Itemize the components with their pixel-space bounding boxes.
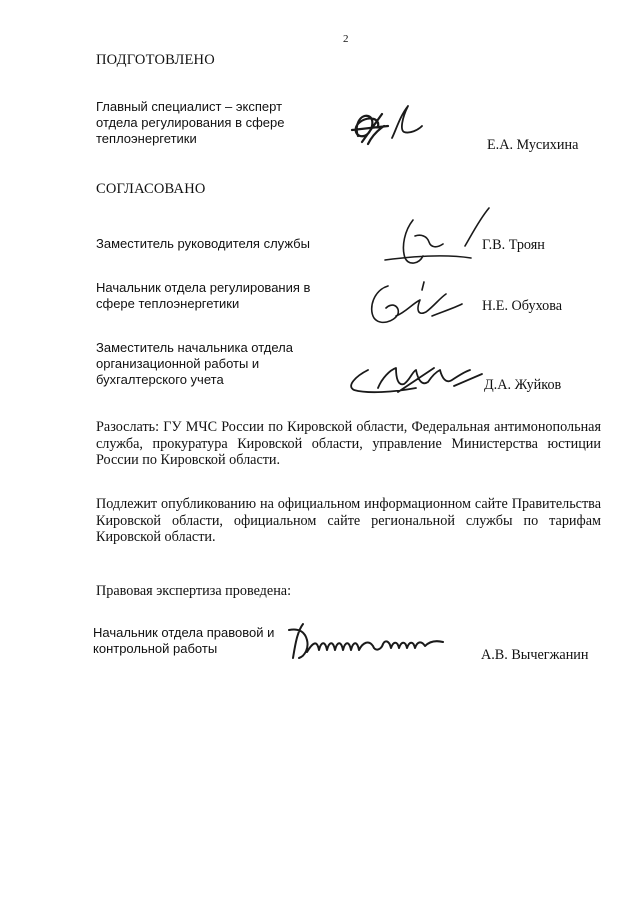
agreed-position-2: Начальник отдела регулирования в сфере теплоэнергетики bbox=[96, 280, 311, 311]
legal-review-heading: Правовая экспертиза проведена: bbox=[96, 583, 292, 599]
signature-zhuykov bbox=[338, 358, 488, 403]
agreed-name-1: Г.В. Троян bbox=[482, 237, 545, 253]
page-number: 2 bbox=[343, 33, 349, 45]
signature-troyan bbox=[375, 200, 495, 270]
prepared-heading: ПОДГОТОВЛЕНО bbox=[96, 52, 215, 68]
distribution-paragraph: Разослать: ГУ МЧС России по Кировской области, Федеральная антимонопольная служба, прокуратура Кировской области, управление Министерства юстиции России по Кировской области. bbox=[96, 419, 601, 468]
signature-obukhova bbox=[362, 272, 472, 332]
publication-paragraph: Подлежит опубликованию на официальном информационном сайте Правительства Кировской области, официальном сайте региональной службы по тарифам Кировской области. bbox=[96, 496, 601, 545]
agreed-position-3: Заместитель начальника отдела организационной работы и бухгалтерского учета bbox=[96, 340, 293, 387]
agreed-heading: СОГЛАСОВАНО bbox=[96, 181, 206, 197]
prepared-name: Е.А. Мусихина bbox=[487, 137, 579, 153]
prepared-position: Главный специалист – эксперт отдела регулирования в сфере теплоэнергетики bbox=[96, 99, 285, 146]
agreed-position-1: Заместитель руководителя службы bbox=[96, 236, 310, 251]
agreed-name-3: Д.А. Жуйков bbox=[484, 377, 562, 393]
agreed-name-2: Н.Е. Обухова bbox=[482, 298, 563, 314]
signature-musikhina bbox=[338, 96, 438, 156]
legal-review-position: Начальник отдела правовой и контрольной работы bbox=[93, 625, 275, 656]
legal-review-name: А.В. Вычегжанин bbox=[481, 647, 589, 663]
signature-vychegzhanin bbox=[285, 618, 460, 666]
